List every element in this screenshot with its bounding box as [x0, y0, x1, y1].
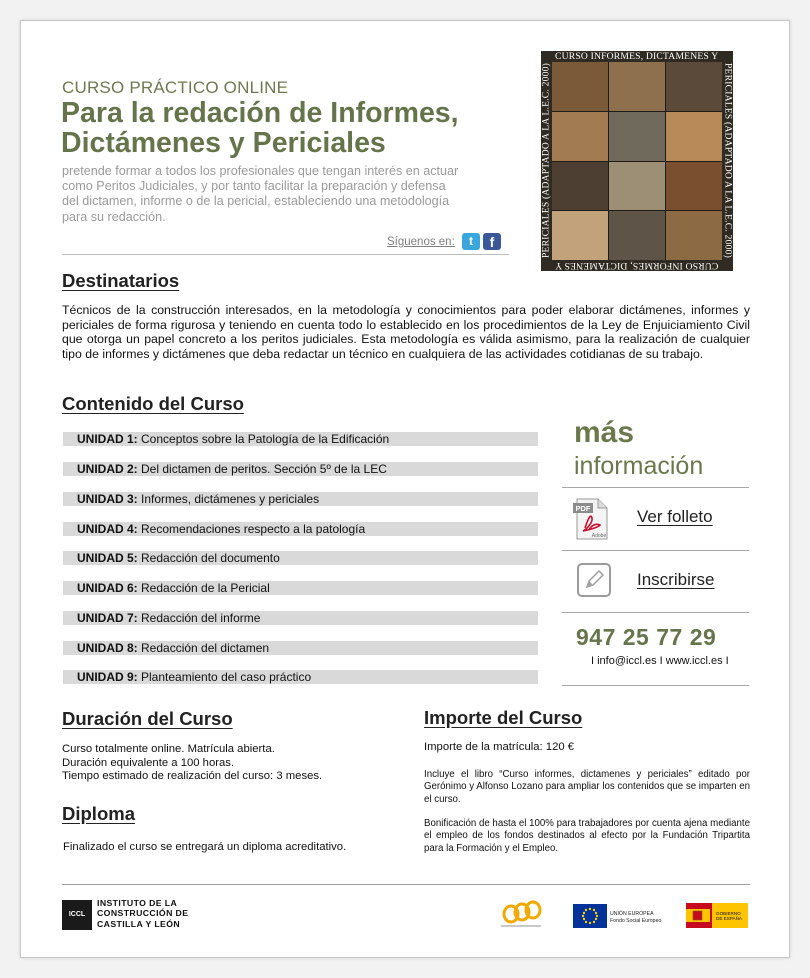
- fundacion-tripartita-logo: [495, 900, 565, 930]
- cover-text-left: PERICIALES (ADAPTADO A LA L.E.C. 2000): [541, 63, 552, 258]
- unit-label: UNIDAD 9:: [77, 670, 138, 684]
- importe-bonus-text: Bonificación de hasta el 100% para trabajadores por cuenta ajena mediante el empleo de los fondos destinados al efecto por la Fundación Tripartita para la Formación y el Empleo.: [424, 818, 750, 854]
- course-title: [61, 98, 531, 158]
- duracion-heading: Duración del Curso: [62, 708, 233, 729]
- unit-title: Conceptos sobre la Patología de la Edificación: [141, 432, 390, 446]
- unit-label: UNIDAD 2:: [77, 462, 138, 476]
- course-flyer: [20, 20, 790, 958]
- pdf-file-icon[interactable]: [573, 498, 609, 540]
- unit-label: UNIDAD 7:: [77, 611, 138, 625]
- unit-row: [63, 581, 538, 595]
- unit-row: [63, 522, 538, 536]
- eu-flag-icon: [573, 904, 607, 928]
- union-europea-logo: [573, 904, 665, 928]
- course-title-line1: Para la redación de Informes,: [61, 97, 459, 129]
- eu-text-line: UNIÓN EUROPEA: [610, 911, 654, 917]
- adobe-label: Adobe: [591, 533, 607, 539]
- cover-tile: [552, 211, 608, 260]
- duracion-line: Tiempo estimado de realización del curso: 3 meses.: [62, 770, 323, 782]
- unit-title: Redacción de la Pericial: [141, 581, 270, 595]
- diploma-heading: Diploma: [62, 803, 135, 824]
- contact-links: I info@iccl.es I www.iccl.es I: [591, 655, 729, 667]
- duracion-line: Duración equivalente a 100 horas.: [62, 756, 235, 769]
- cover-tile: [609, 112, 665, 161]
- duracion-text: [62, 743, 402, 784]
- phone-number: 947 25 77 29: [576, 624, 717, 650]
- cover-tile: [609, 211, 665, 260]
- cover-tile: [609, 62, 665, 111]
- cover-tile: [666, 162, 722, 211]
- ver-folleto-link[interactable]: Ver folleto: [637, 507, 713, 526]
- inscribirse-link[interactable]: Inscribirse: [637, 570, 715, 589]
- pdf-badge-text: PDF: [575, 504, 591, 513]
- header-divider: [62, 254, 509, 255]
- iccl-name-line: INSTITUTO DE LA: [97, 898, 178, 908]
- sidebar-divider: [562, 487, 749, 488]
- unit-title: Recomendaciones respecto a la patología: [141, 522, 366, 536]
- eu-text: [610, 911, 661, 924]
- cover-text-right: PERICIALES (ADAPTADO A LA L.E.C. 2000): [722, 63, 733, 258]
- unit-title: Redacción del dictamen: [141, 641, 270, 655]
- iccl-name-line: CONSTRUCCIÓN DE: [97, 908, 189, 919]
- cover-photo-collage: [552, 62, 722, 260]
- cover-tile: [552, 162, 608, 211]
- cover-tile: [609, 162, 665, 211]
- gob-text: [716, 911, 742, 922]
- twitter-icon[interactable]: t: [462, 233, 480, 250]
- unit-row: [63, 551, 538, 565]
- cover-text-bottom: CURSO INFORMES, DICTAMENES Y: [555, 260, 719, 271]
- unit-title: Informes, dictámenes y periciales: [141, 492, 320, 506]
- unit-title: Redacción del informe: [141, 611, 261, 625]
- importe-heading: Importe del Curso: [424, 707, 583, 728]
- unit-label: UNIDAD 6:: [77, 581, 138, 595]
- destinatarios-text: Técnicos de la construcción interesados, en la metodología y conocimientos para poder elaborar dictámenes, informes y periciales de forma rigurosa y teniendo en cuenta todo lo establecido en los procedimientos de la Ley de Enjuiciamiento Civil que otorga un papel concreto a los peritos judiciales. Esta metodología es válida asimismo, para la realización de cualquier tipo de informes y dictámenes que deba redactar un técnico en cualquiera de las actividades cotidianas de su trabajo.: [62, 303, 750, 361]
- mas-heading: más: [574, 416, 635, 449]
- cover-tile: [666, 62, 722, 111]
- eu-text-line: Fondo Social Europeo: [610, 917, 662, 924]
- iccl-name: [97, 898, 188, 929]
- unit-label: UNIDAD 4:: [77, 522, 138, 536]
- unit-row: [63, 492, 538, 506]
- unit-label: UNIDAD 5:: [77, 551, 138, 565]
- gob-text-line: DE ESPAÑA: [716, 916, 742, 922]
- importe-book-text: Incluye el libro “Curso informes, dictamenes y periciales” editado por Gerónimo y Alfonso Lozano para ampliar los contenidos que se imparten en el curso.: [424, 769, 750, 805]
- sidebar-divider: [562, 685, 749, 686]
- unit-row: [63, 670, 538, 684]
- facebook-icon[interactable]: f: [483, 233, 501, 250]
- diploma-text: Finalizado el curso se entregará un diploma acreditativo.: [63, 841, 347, 853]
- unit-label: UNIDAD 1:: [77, 432, 138, 446]
- cover-tile: [552, 112, 608, 161]
- unit-title: Planteamiento del caso práctico: [141, 670, 312, 684]
- course-intro: pretende formar a todos los profesionales que tengan interés en actuar como Peritos Judiciales, y por tanto facilitar la preparación y defensa del dictamen, informe o de la pericial, estableciendo una metodología para su redacción.: [62, 164, 459, 224]
- contenido-heading: Contenido del Curso: [62, 393, 244, 414]
- gob-text-line: GOBIERNO: [716, 911, 741, 916]
- unit-row: [63, 641, 538, 655]
- importe-price: Importe de la matrícula: 120 €: [424, 741, 575, 753]
- unit-label: UNIDAD 8:: [77, 641, 138, 655]
- unit-row: [63, 611, 538, 625]
- footer-divider: [62, 884, 750, 885]
- destinatarios-heading: Destinatarios: [62, 270, 180, 291]
- pencil-glyph: [579, 565, 609, 595]
- pencil-icon[interactable]: [577, 563, 611, 597]
- informacion-heading: información: [574, 452, 704, 480]
- sidebar-divider: [562, 550, 749, 551]
- unit-row: [63, 462, 538, 476]
- unit-title: Del dictamen de peritos. Sección 5º de la LEC: [141, 462, 387, 476]
- iccl-logo: ICCL: [62, 900, 92, 930]
- unit-row: [63, 432, 538, 446]
- sidebar-divider: [562, 612, 749, 613]
- cover-text-top: CURSO INFORMES, DICTAMENES Y: [555, 51, 719, 62]
- cover-tile: [666, 211, 722, 260]
- book-cover-image: [541, 51, 733, 271]
- follow-us-label: Síguenos en:: [387, 236, 455, 248]
- duracion-line: Curso totalmente online. Matrícula abierta.: [62, 743, 275, 755]
- cover-tile: [552, 62, 608, 111]
- course-kicker: CURSO PRÁCTICO ONLINE: [62, 78, 289, 97]
- gobierno-espana-logo: [686, 903, 748, 928]
- cover-tile: [666, 112, 722, 161]
- unit-title: Redacción del documento: [141, 551, 280, 565]
- unit-label: UNIDAD 3:: [77, 492, 138, 506]
- iccl-name-line: CASTILLA Y LEÓN: [97, 918, 181, 929]
- course-title-line2: Dictámenes y Periciales: [61, 127, 386, 159]
